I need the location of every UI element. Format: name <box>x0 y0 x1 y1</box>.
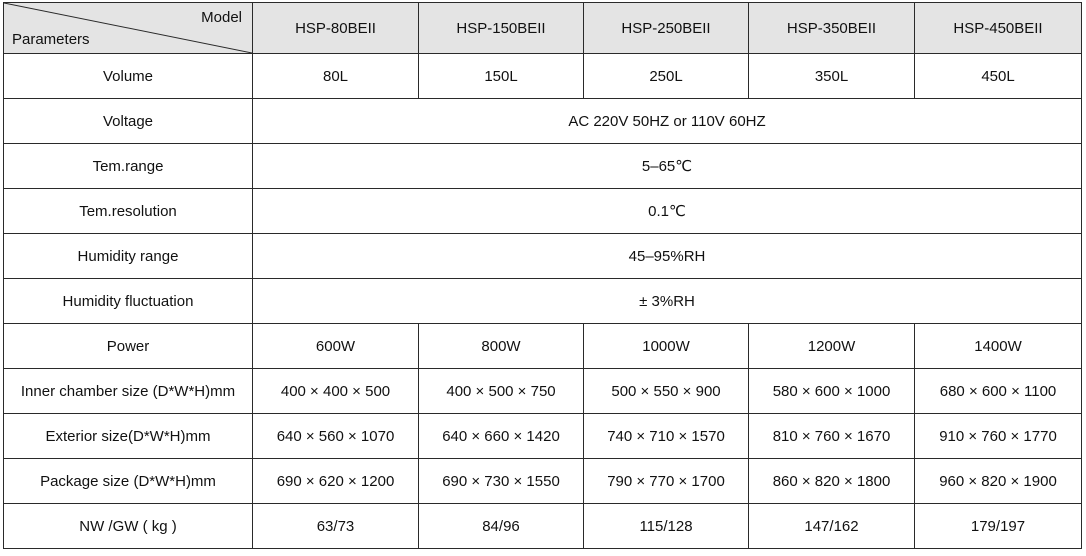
parameter-label: Tem.resolution <box>4 189 253 234</box>
parameter-value: 860 × 820 × 1800 <box>749 459 915 504</box>
parameter-label: Power <box>4 324 253 369</box>
parameter-value: 147/162 <box>749 504 915 549</box>
parameter-value: 1400W <box>915 324 1082 369</box>
table-row <box>4 369 1082 414</box>
table-row <box>4 504 1082 549</box>
parameter-value-shared: 45–95%RH <box>253 234 1082 279</box>
parameter-value: 1000W <box>584 324 749 369</box>
parameter-value: 640 × 560 × 1070 <box>253 414 419 459</box>
parameter-label: Humidity fluctuation <box>4 279 253 324</box>
parameter-value: 680 × 600 × 1100 <box>915 369 1082 414</box>
parameter-value: 790 × 770 × 1700 <box>584 459 749 504</box>
corner-label-model: Model <box>201 9 242 26</box>
parameter-label: Package size (D*W*H)mm <box>4 459 253 504</box>
model-header: HSP-150BEII <box>419 3 584 54</box>
table-row <box>4 414 1082 459</box>
spec-table <box>3 2 1082 549</box>
parameter-value: 600W <box>253 324 419 369</box>
table-row <box>4 54 1082 99</box>
parameter-value: 84/96 <box>419 504 584 549</box>
model-header: HSP-350BEII <box>749 3 915 54</box>
parameter-value-shared: 5–65℃ <box>253 144 1082 189</box>
parameter-value: 1200W <box>749 324 915 369</box>
spec-table-body <box>4 3 1082 549</box>
table-row <box>4 324 1082 369</box>
corner-cell <box>4 3 253 54</box>
parameter-value: 740 × 710 × 1570 <box>584 414 749 459</box>
corner-label-parameters: Parameters <box>12 31 90 48</box>
parameter-value: 800W <box>419 324 584 369</box>
table-row <box>4 99 1082 144</box>
model-header: HSP-250BEII <box>584 3 749 54</box>
parameter-value: 179/197 <box>915 504 1082 549</box>
parameter-value: 63/73 <box>253 504 419 549</box>
parameter-value: 640 × 660 × 1420 <box>419 414 584 459</box>
parameter-value-shared: AC 220V 50HZ or 110V 60HZ <box>253 99 1082 144</box>
parameter-value: 450L <box>915 54 1082 99</box>
parameter-label: Voltage <box>4 99 253 144</box>
parameter-value: 500 × 550 × 900 <box>584 369 749 414</box>
header-row <box>4 3 1082 54</box>
parameter-value: 80L <box>253 54 419 99</box>
parameter-value: 810 × 760 × 1670 <box>749 414 915 459</box>
parameter-value: 250L <box>584 54 749 99</box>
parameter-value: 690 × 730 × 1550 <box>419 459 584 504</box>
parameter-value: 400 × 400 × 500 <box>253 369 419 414</box>
parameter-value-shared: 0.1℃ <box>253 189 1082 234</box>
model-header: HSP-80BEII <box>253 3 419 54</box>
parameter-value: 910 × 760 × 1770 <box>915 414 1082 459</box>
parameter-label: Inner chamber size (D*W*H)mm <box>4 369 253 414</box>
table-row <box>4 144 1082 189</box>
parameter-label: Tem.range <box>4 144 253 189</box>
parameter-label: Exterior size(D*W*H)mm <box>4 414 253 459</box>
model-header: HSP-450BEII <box>915 3 1082 54</box>
parameter-value: 350L <box>749 54 915 99</box>
parameter-label: Humidity range <box>4 234 253 279</box>
parameter-value: 400 × 500 × 750 <box>419 369 584 414</box>
parameter-value: 690 × 620 × 1200 <box>253 459 419 504</box>
table-row <box>4 189 1082 234</box>
parameter-label: NW /GW ( kg ) <box>4 504 253 549</box>
parameter-label: Volume <box>4 54 253 99</box>
table-row <box>4 459 1082 504</box>
parameter-value: 115/128 <box>584 504 749 549</box>
parameter-value: 960 × 820 × 1900 <box>915 459 1082 504</box>
parameter-value: 580 × 600 × 1000 <box>749 369 915 414</box>
parameter-value: 150L <box>419 54 584 99</box>
parameter-value-shared: ± 3%RH <box>253 279 1082 324</box>
table-row <box>4 279 1082 324</box>
table-row <box>4 234 1082 279</box>
